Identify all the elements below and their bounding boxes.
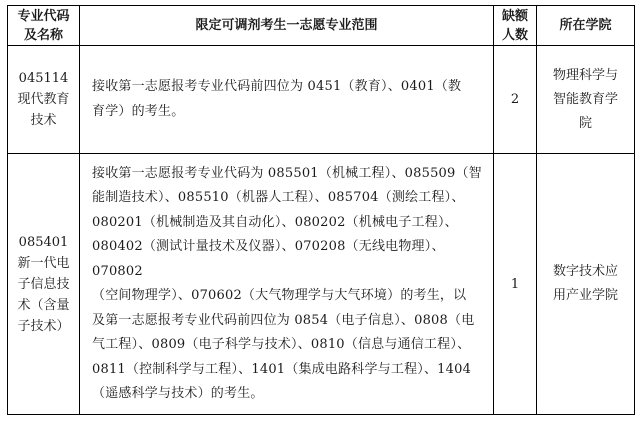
major-name-line: 现代教育: [17, 92, 70, 107]
scope-line: （空间物理学）、070602（大气物理学与大气环境）的考生，以: [92, 288, 467, 303]
table-row: [8, 154, 635, 415]
scope-line: 接收第一志愿报考专业代码前四位为 0451（教育）、0401（教: [92, 79, 462, 94]
header-school: 所在学院: [537, 6, 635, 46]
scope-cell: [80, 154, 494, 415]
header-scope: 限定可调剂考生一志愿专业范围: [80, 6, 494, 46]
major-name-line: 新一代电: [17, 255, 70, 271]
major-cell: [8, 46, 80, 154]
school-cell: [537, 46, 635, 154]
school-line: 院: [578, 115, 592, 131]
scope-line: 育学）的考生。: [92, 103, 185, 119]
table-row: [8, 46, 635, 154]
quota-value: 1: [494, 154, 537, 415]
major-name-line: 子技术）: [17, 318, 70, 334]
school-line: 物理科学与: [552, 67, 618, 83]
scope-line: 080201（机械制造及其自动化）、080202（机械电子工程）、: [92, 214, 458, 230]
header-row: [8, 6, 635, 46]
scope-line: 气工程）、0809（电子科学与技术）、0810（信息与通信工程）、: [92, 337, 471, 352]
scope-cell: [80, 46, 494, 154]
header-major: 专业代码 及名称: [8, 6, 80, 46]
school-cell: [537, 154, 635, 415]
scope-line: 080402（测试计量技术及仪器）、070208（无线电物理）、070802: [92, 239, 445, 279]
major-cell: [8, 154, 80, 415]
scope-line: 能制造技术）、085510（机器人工程）、085704（测绘工程）、: [92, 190, 465, 205]
school-line: 用产业学院: [552, 288, 618, 303]
header-quota: 缺额 人数: [494, 6, 537, 46]
major-name-line: 子信息技: [17, 276, 70, 292]
major-code: 085401: [18, 234, 69, 250]
scope-line: 及第一志愿报考专业代码前四位为 0854（电子信息）、0808（电: [92, 312, 475, 328]
major-name-line: 术（含量: [17, 297, 70, 313]
scope-line: 0811（控制科学与工程）、1401（集成电路科学与工程）、1404: [92, 361, 472, 377]
major-name-line: 技术: [30, 113, 57, 128]
major-code: 045114: [18, 71, 69, 86]
adjustment-table: [7, 5, 635, 415]
scope-line: （遥感科学与技术）的考生。: [92, 386, 264, 401]
scope-line: 接收第一志愿报考专业代码为 085501（机械工程）、085509（智: [92, 165, 482, 181]
school-line: 智能教育学: [552, 91, 618, 107]
quota-value: 2: [494, 46, 537, 154]
school-line: 数字技术应: [552, 264, 618, 279]
